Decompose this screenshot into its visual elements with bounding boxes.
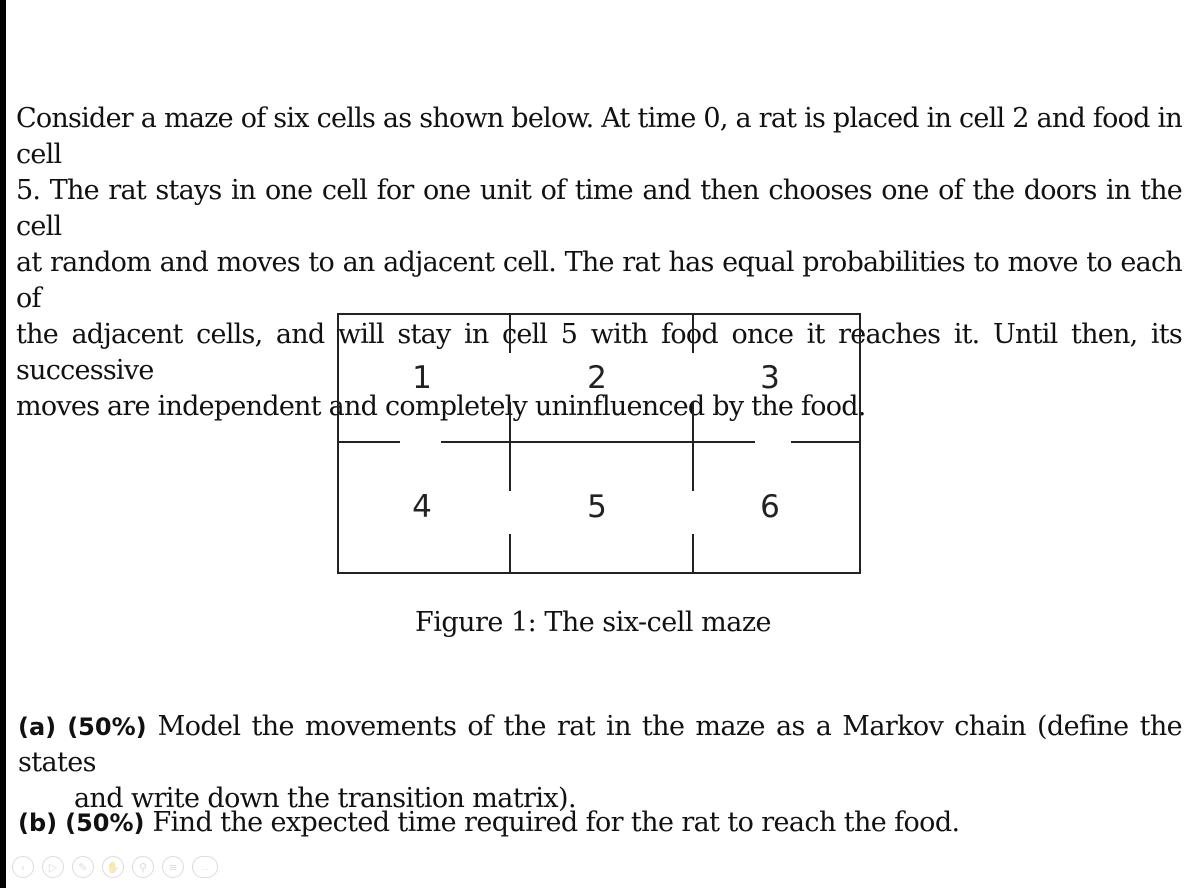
menu-icon[interactable]: ≡ <box>162 856 184 878</box>
problem-line: Consider a maze of six cells as shown below. At time 0, a rat is placed in cell 2 and food in cell <box>16 103 1182 170</box>
problem-line: the adjacent cells, and will stay in cell 5 with food once it reaches it. Until then, its successive <box>16 319 1182 386</box>
figure-caption: Figure 1: The six-cell maze <box>414 607 772 638</box>
cell-label-2: 2 <box>587 360 607 396</box>
cell-label-6: 6 <box>760 489 780 525</box>
viewer-toolbar <box>12 856 218 882</box>
question-b-label: (b) <box>18 809 58 837</box>
question-b <box>18 805 960 841</box>
cell-label-3: 3 <box>760 360 780 396</box>
question-a <box>18 709 1182 817</box>
problem-line: 5. The rat stays in one cell for one unit of time and then chooses one of the doors in the cell <box>16 175 1182 242</box>
pen-icon[interactable]: ✎ <box>72 856 94 878</box>
zoom-icon[interactable]: ⚲ <box>132 856 154 878</box>
question-a-line1 <box>18 709 1182 781</box>
question-a-weight: (50%) <box>67 713 147 741</box>
more-icon[interactable]: … <box>192 856 218 878</box>
question-a-text2: and write down the transition matrix). <box>74 783 576 814</box>
question-a-text1: Model the movements of the rat in the maze as a Markov chain (define the states <box>18 711 1183 778</box>
cell-label-5: 5 <box>587 489 607 525</box>
maze-figure <box>330 305 870 585</box>
cell-label-4: 4 <box>412 489 432 525</box>
problem-line: moves are independent and completely uninfluenced by the food. <box>16 391 866 422</box>
question-a-label: (a) <box>18 713 57 741</box>
maze-outer-wall <box>338 314 860 573</box>
question-b-weight: (50%) <box>65 809 145 837</box>
question-b-text: Find the expected time required for the rat to reach the food. <box>152 807 960 838</box>
hand-icon[interactable]: ✋ <box>102 856 124 878</box>
left-border <box>0 0 6 888</box>
problem-line: at random and moves to an adjacent cell. The rat has equal probabilities to move to each of <box>16 247 1182 314</box>
cell-label-1: 1 <box>412 360 432 396</box>
back-icon[interactable]: ‹ <box>12 856 34 878</box>
forward-icon[interactable]: ▷ <box>42 856 64 878</box>
